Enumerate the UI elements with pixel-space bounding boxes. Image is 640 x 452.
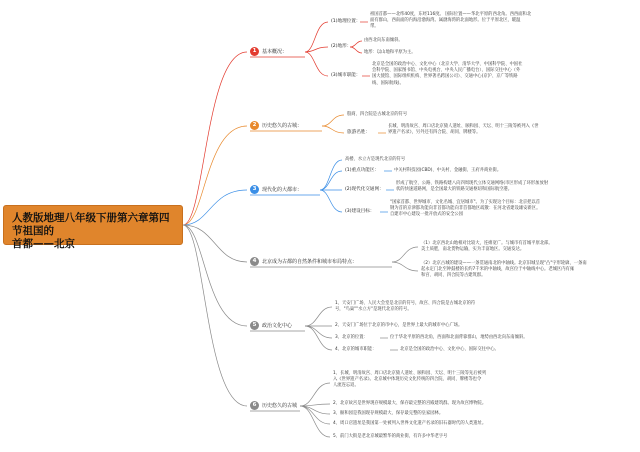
- t5-item-3-text: 位于华北平原的西北角，西面和北面背靠群山，地势由西北向东南倾斜。: [390, 335, 528, 340]
- t5-item-3-label: 3、北京的位置：: [335, 335, 368, 340]
- t1-location-label[interactable]: (1)地理位置：: [331, 19, 361, 24]
- topic-4-label: 北京成为古都的自然条件和城市布局特点：: [262, 259, 358, 265]
- t3-goal-text: [390, 200, 540, 219]
- t5-item-4-label: 4、北京的城市职能：: [335, 347, 377, 352]
- t5-item-2: 2、天安门广场位于北京的市中心，是世界上最大的城市中心广场。: [335, 323, 463, 328]
- topic-3-node[interactable]: [250, 185, 302, 194]
- t4-layout-line: 和宫、胡同、四合院等古建筑群。: [421, 273, 486, 279]
- t1-location-line: 祖国首都——北纬40度，东经116度。 国际位置——华北平原的西北角。西西面和北: [370, 12, 532, 17]
- t1-function-label[interactable]: (3)城市职能：: [331, 73, 361, 78]
- t4-layout-line: 起永定门北至钟鼓楼的长约7千米的中轴线，故宫位于中轴线中心。老城区内有雍: [421, 267, 575, 273]
- t3-transport-label[interactable]: (2)现代化交通网：: [345, 187, 384, 192]
- topic-6-node[interactable]: [250, 401, 297, 410]
- number-2-icon: 2: [250, 121, 259, 130]
- t2-scenic-line: 长城、明清故宫、周口店北京猿人遗址、颐和园、天坛、明十三陵等被列入《世: [388, 124, 539, 129]
- t1-function-line: 北京是全国的政治中心、文化中心（北京大学、清华大学、中国科学院、中国社: [372, 62, 523, 67]
- t6-item-3: 3、颐和园是我国现存规模最大、保存最完整的皇家园林。: [333, 411, 444, 416]
- root-title-line2: 首都——北京: [12, 238, 75, 250]
- t3-goal-label[interactable]: (3)建设目标：: [345, 209, 375, 214]
- topic-1-node[interactable]: [250, 47, 287, 56]
- t6-item-4: 4、周口店遗址是我国第一处被列入世界文化遗产名录的旧石器时代的人类遗址。: [333, 421, 487, 426]
- number-1-icon: 1: [250, 47, 259, 56]
- t1-function-line: 国大使馆、国际组织机构、世界著名跨国公司）、交通中心(京沪、京广等铁路: [372, 74, 518, 80]
- t1-function-text: [372, 62, 522, 87]
- t5-item-1: [335, 301, 475, 313]
- t3-transport-text: [396, 181, 548, 193]
- t3-transport-line: 形成了航空、公路、铁路构建八向四周现代立体交通网络(市区形成了环形加放射: [396, 181, 549, 186]
- t3-zones-label[interactable]: (1)重点功能区：: [345, 168, 380, 173]
- topic-2-label: 历史悠久的古城：: [262, 123, 303, 129]
- t5-item-4-text: 北京是全国的政治中心、文化中心、国际交往中心。: [400, 347, 499, 352]
- t3-symbol-item: 高楼、水立方是现代北京的符号: [345, 157, 406, 162]
- t2-symbol-item: 殷商、四合院是古城北京的符号: [347, 112, 408, 117]
- t4-layout-text: [421, 261, 587, 280]
- t6-item-5: 5、前门大街是老北京城最繁华的商业街，有许多中华老字号: [333, 434, 448, 439]
- topic-1-label: 基本概况：: [262, 49, 288, 55]
- t1-function-line: 会科学院、国家图书馆、中央电视台、中央人民广播电台）、国际交往中心（外: [372, 68, 521, 74]
- t1-terrain-item: 地形：以山地和平原为主。: [364, 50, 416, 55]
- t2-scenic-label[interactable]: 旅游名胜：: [347, 130, 370, 135]
- t4-nature-line: （1）北京西北山地相对比较大，连绵宽广。与城市有首城平原北部。: [421, 241, 553, 246]
- t4-nature-text: [421, 241, 553, 253]
- t1-terrain-item: 由西北向东南倾斜。: [364, 38, 403, 43]
- number-5-icon: 5: [250, 321, 259, 330]
- t5-item-line: 1、天安门广场、人民大会堂是北京的符号，故宫、四合院是古城北京的符: [335, 301, 476, 306]
- t2-scenic-line: 界遗产名录》，另外还有四合院、胡同、牌楼等。: [388, 130, 481, 136]
- topic-2-node[interactable]: [250, 121, 302, 130]
- t3-zones-text: 中关村科技园(CBD)、中关村、金融街、王府井商业街。: [394, 168, 502, 173]
- t6-item-1: [333, 371, 486, 390]
- number-4-icon: 4: [250, 257, 259, 266]
- t4-layout-line: （2）北京古城的建设——一条贯通南北的中轴线。北京旧城呈现"凸"字形轮廓，一条南: [421, 261, 587, 266]
- topic-6-label: 历史悠久的古城: [262, 403, 298, 409]
- t3-goal-line: "国家首都、世界城市、文化名城、宜居城市"。为了实现这个目标：北京把以首: [390, 200, 541, 205]
- number-3-icon: 3: [250, 185, 259, 194]
- t4-nature-line: 美土质肥，南北货物运输，实为丰富地区。交通发达。: [421, 247, 525, 253]
- t3-goal-line: 自建市中心建设一批开放式的安全公园: [390, 212, 464, 218]
- topic-4-node[interactable]: [250, 257, 357, 266]
- number-6-icon: 6: [250, 401, 259, 410]
- t2-scenic-text: [388, 124, 538, 136]
- t6-item-line: 入《世界遗产名录》。北京城中体现历史文化传统的四合院、胡同、牌楼等也令: [333, 377, 482, 383]
- t5-item-line: 号，"鸟巢""水立方"是现代北京的符号。: [335, 307, 412, 313]
- t6-item-2: 2、北京故宫是世界现存规模最大、保存最完整的宫殿建筑群。现为故宫博物院。: [333, 401, 487, 406]
- root-node[interactable]: [3, 205, 183, 250]
- topic-3-label: 现代化的大都市：: [262, 187, 303, 193]
- t1-location-line: 面有群山，西南面的内海沿渤海湾。属渤海湾的北面地形。位于平原北区，暖温: [370, 18, 521, 24]
- t1-location-line: 带。: [370, 24, 379, 30]
- t3-transport-line: 状的快速道路网，是全国最大的铁路交通枢纽和国际航空港。: [396, 187, 513, 193]
- t6-item-line: 人流连忘返。: [333, 383, 359, 389]
- topic-5-label: 政治文化中心: [262, 323, 293, 329]
- t1-location-text: [370, 12, 531, 31]
- t3-goal-line: 钢为首的京津都功能向非首都功能向非首都地区疏散：在河北省建设雄安新区。: [390, 206, 541, 212]
- topic-5-node[interactable]: [250, 321, 292, 330]
- t6-item-line: 1、长城、明清故宫、周口店北京猿人遗址、颐和园、天坛、明十三陵等先后被列: [333, 371, 487, 376]
- t1-function-line: 线、国际航线)。: [372, 80, 404, 86]
- root-title-line1: 人教版地理八年级下册第六章第四节祖国的: [12, 212, 170, 237]
- t1-terrain-label[interactable]: (2)地形：: [331, 44, 352, 49]
